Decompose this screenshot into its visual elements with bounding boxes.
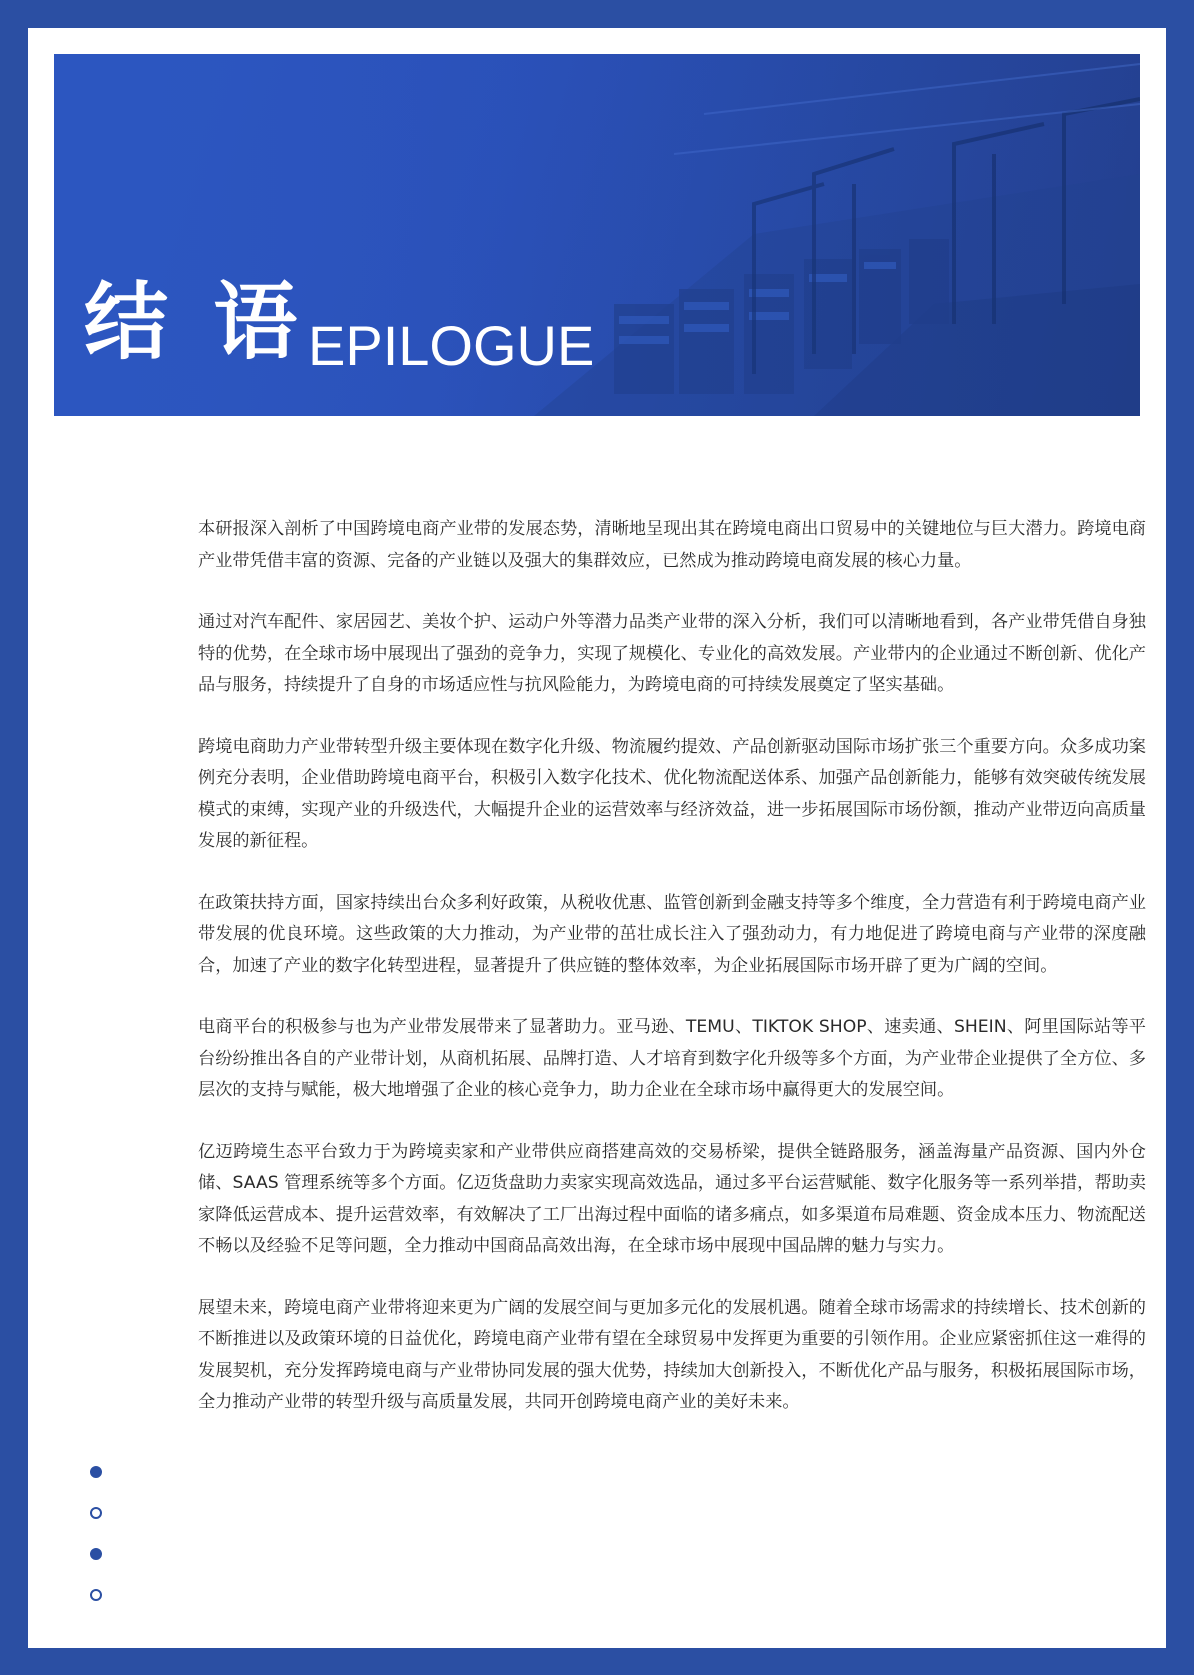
paragraph-7: 展望未来，跨境电商产业带将迎来更为广阔的发展空间与更加多元化的发展机遇。随着全球市场需求的持续增长、技术创新的不断推进以及政策环境的日益优化，跨境电商产业带有望在全球贸易中发挥更为重要的引领作用。企业应紧密抓住这一难得的发展契机，充分发挥跨境电商与产业带协同发展的强大优势，持续加大创新投入，不断优化产品与服务，积极拓展国际市场，全力推动产业带的转型升级与高质量发展，共同开创跨境电商产业的美好未来。 — [198, 1297, 1146, 1412]
title-english: EPILOGUE — [308, 314, 595, 377]
header-banner — [54, 54, 1140, 416]
dot-filled-icon — [90, 1548, 102, 1560]
epilogue-body — [198, 514, 1146, 1449]
paragraph-6: 亿迈跨境生态平台致力于为跨境卖家和产业带供应商搭建高效的交易桥梁，提供全链路服务，涵盖海量产品资源、国内外仓储、SAAS 管理系统等多个方面。亿迈货盘助力卖家实现高效选品，通过多平台运营赋能、数字化服务等一系列举措，帮助卖家降低运营成本、提升运营效率，有效解决了工厂出海过程中面临的诸多痛点，如多渠道布局难题、资金成本压力、物流配送不畅以及经验不足等问题，全力推动中国商品高效出海，在全球市场中展现中国品牌的魅力与实力。 — [198, 1141, 1146, 1256]
decorative-dots — [90, 1466, 108, 1630]
title-chinese: 结 语 — [84, 273, 306, 371]
paragraph-1: 本研报深入剖析了中国跨境电商产业带的发展态势，清晰地呈现出其在跨境电商出口贸易中的关键地位与巨大潜力。跨境电商产业带凭借丰富的资源、完备的产业链以及强大的集群效应，已然成为推动跨境电商发展的核心力量。 — [198, 519, 1146, 571]
dot-filled-icon — [90, 1466, 102, 1478]
paragraph-2: 通过对汽车配件、家居园艺、美妆个护、运动户外等潜力品类产业带的深入分析，我们可以清晰地看到，各产业带凭借自身独特的优势，在全球市场中展现出了强劲的竞争力，实现了规模化、专业化的高效发展。产业带内的企业通过不断创新、优化产品与服务，持续提升了自身的市场适应性与抗风险能力，为跨境电商的可持续发展奠定了坚实基础。 — [198, 612, 1146, 695]
page — [28, 28, 1166, 1648]
paragraph-4: 在政策扶持方面，国家持续出台众多利好政策，从税收优惠、监管创新到金融支持等多个维度，全力营造有利于跨境电商产业带发展的优良环境。这些政策的大力推动，为产业带的茁壮成长注入了强劲动力，有力地促进了跨境电商与产业带的深度融合，加速了产业的数字化转型进程，显著提升了供应链的整体效率，为企业拓展国际市场开辟了更为广阔的空间。 — [198, 892, 1146, 976]
dot-hollow-icon — [90, 1589, 102, 1601]
dot-hollow-icon — [90, 1507, 102, 1519]
paragraph-5: 电商平台的积极参与也为产业带发展带来了显著助力。亚马逊、TEMU、TIKTOK SHOP、速卖通、SHEIN、阿里国际站等平台纷纷推出各自的产业带计划，从商机拓展、品牌打造、人才培育到数字化升级等多个方面，为产业带企业提供了全方位、多层次的支持与赋能，极大地增强了企业的核心竞争力，助力企业在全球市场中赢得更大的发展空间。 — [198, 1017, 1146, 1100]
paragraph-3: 跨境电商助力产业带转型升级主要体现在数字化升级、物流履约提效、产品创新驱动国际市场扩张三个重要方向。众多成功案例充分表明，企业借助跨境电商平台，积极引入数字化技术、优化物流配送体系、加强产品创新能力，能够有效突破传统发展模式的束缚，实现产业的升级迭代，大幅提升企业的运营效率与经济效益，进一步拓展国际市场份额，推动产业带迈向高质量发展的新征程。 — [198, 736, 1146, 851]
